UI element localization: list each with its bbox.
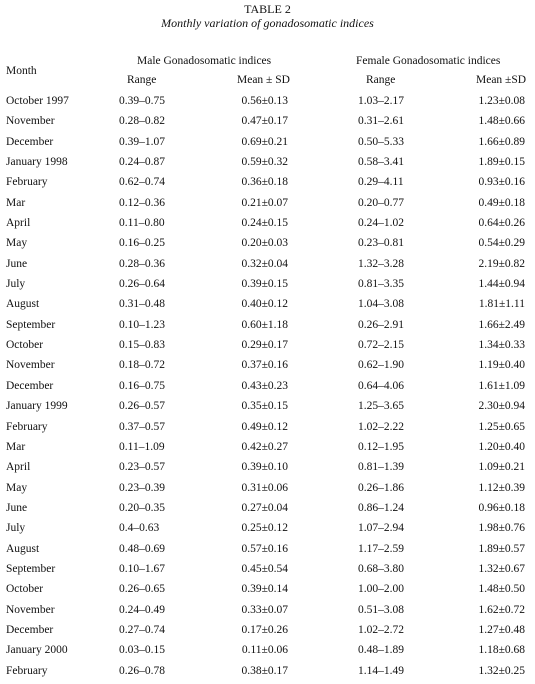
table-row [0,216,535,236]
cell-male-range: 0.12–0.36 [119,196,165,209]
cell-male-mean: 0.38±0.17 [241,664,288,677]
cell-month: February [6,664,48,677]
cell-female-range: 0.48–1.89 [358,644,404,657]
table-row [0,196,535,216]
cell-female-mean: 1.66±2.49 [478,318,525,331]
cell-male-mean: 0.45±0.54 [241,562,288,575]
cell-male-mean: 0.42±0.27 [241,440,288,453]
cell-male-range: 0.26–0.64 [119,278,165,291]
cell-female-mean: 1.44±0.94 [478,278,525,291]
cell-male-mean: 0.25±0.12 [241,522,288,535]
cell-female-mean: 1.32±0.25 [478,664,525,677]
cell-female-range: 1.14–1.49 [358,664,404,677]
cell-male-mean: 0.36±0.18 [241,176,288,189]
cell-month: Mar [6,196,26,209]
cell-female-mean: 0.93±0.16 [478,176,525,189]
table-row [0,135,535,155]
cell-month: April [6,461,31,474]
cell-female-range: 0.26–2.91 [358,318,404,331]
cell-female-mean: 2.19±0.82 [478,257,525,270]
header-male-group: Male Gonadosomatic indices [137,55,272,67]
cell-month: August [6,542,40,555]
table-row [0,623,535,643]
cell-male-range: 0.18–0.72 [119,359,165,372]
cell-month: April [6,217,31,230]
cell-month: October 1997 [6,95,69,107]
cell-female-mean: 1.48±0.50 [478,583,525,596]
table-row [0,94,535,114]
table-title-block [0,0,535,31]
cell-month: December [6,135,54,148]
cell-month: June [6,501,28,514]
table-row [0,358,535,378]
cell-male-mean: 0.33±0.07 [241,603,288,616]
cell-male-range: 0.23–0.57 [119,461,165,474]
table-body [0,94,535,684]
cell-female-mean: 1.98±0.76 [478,522,525,535]
cell-male-range: 0.16–0.75 [119,379,165,392]
header-male-mean: Mean ± SD [237,74,290,86]
cell-male-range: 0.28–0.36 [119,257,165,270]
cell-female-range: 0.62–1.90 [358,359,404,372]
cell-female-mean: 1.66±0.89 [478,135,525,148]
cell-month: Mar [6,440,26,453]
cell-month: October [6,339,44,352]
table-row [0,379,535,399]
cell-female-range: 0.86–1.24 [358,501,404,514]
cell-male-mean: 0.27±0.04 [241,501,288,514]
table-row [0,603,535,623]
cell-month: October [6,583,44,596]
cell-month: November [6,359,55,372]
cell-female-mean: 0.96±0.18 [478,501,525,514]
cell-male-mean: 0.17±0.26 [241,623,288,636]
cell-male-range: 0.10–1.67 [119,562,165,575]
cell-male-range: 0.26–0.57 [119,400,165,413]
cell-month: November [6,115,55,128]
cell-female-range: 0.72–2.15 [358,339,404,352]
cell-male-mean: 0.56±0.13 [241,95,288,107]
cell-month: January 2000 [6,644,68,657]
cell-male-mean: 0.31±0.06 [241,481,288,494]
table-row [0,501,535,521]
cell-male-range: 0.48–0.69 [119,542,165,555]
cell-male-mean: 0.29±0.17 [241,339,288,352]
cell-female-range: 0.51–3.08 [358,603,404,616]
cell-male-mean: 0.35±0.15 [241,400,288,413]
cell-female-mean: 1.62±0.72 [478,603,525,616]
cell-male-range: 0.20–0.35 [119,501,165,514]
cell-month: May [6,237,28,250]
cell-male-mean: 0.59±0.32 [241,156,288,169]
cell-male-range: 0.27–0.74 [119,623,165,636]
cell-female-range: 0.29–4.11 [358,176,404,189]
table-row [0,318,535,338]
cell-female-range: 1.04–3.08 [358,298,404,311]
cell-female-range: 0.24–1.02 [358,217,404,230]
table-row [0,582,535,602]
cell-female-mean: 1.20±0.40 [478,440,525,453]
cell-female-mean: 0.64±0.26 [478,217,525,230]
cell-male-mean: 0.57±0.16 [241,542,288,555]
cell-female-mean: 1.18±0.68 [478,644,525,657]
cell-female-range: 1.07–2.94 [358,522,404,535]
cell-male-range: 0.15–0.83 [119,339,165,352]
header-female-group: Female Gonadosomatic indices [356,55,501,67]
table-row [0,236,535,256]
cell-female-range: 1.02–2.72 [358,623,404,636]
header-month: Month [6,65,37,77]
cell-male-range: 0.37–0.57 [119,420,165,433]
cell-male-mean: 0.24±0.15 [241,217,288,230]
cell-male-range: 0.24–0.49 [119,603,165,616]
cell-female-range: 0.64–4.06 [358,379,404,392]
cell-month: December [6,379,54,392]
cell-female-range: 0.50–5.33 [358,135,404,148]
cell-male-range: 0.26–0.65 [119,583,165,596]
cell-male-range: 0.11–1.09 [119,440,165,453]
cell-male-mean: 0.69±0.21 [241,135,288,148]
cell-male-range: 0.24–0.87 [119,156,165,169]
cell-male-range: 0.39–0.75 [119,95,165,107]
header-female-mean: Mean ±SD [476,74,527,86]
cell-male-mean: 0.20±0.03 [241,237,288,250]
table-row [0,257,535,277]
cell-female-range: 0.12–1.95 [358,440,404,453]
cell-male-mean: 0.43±0.23 [241,379,288,392]
cell-male-range: 0.26–0.78 [119,664,165,677]
cell-female-range: 0.20–0.77 [358,196,404,209]
cell-male-range: 0.4–0.63 [119,522,160,535]
cell-female-mean: 1.32±0.67 [478,562,525,575]
table-row [0,175,535,195]
cell-female-mean: 1.27±0.48 [478,623,525,636]
table-caption: Monthly variation of gonadosomatic indices [161,16,374,30]
cell-female-mean: 1.19±0.40 [478,359,525,372]
cell-male-range: 0.03–0.15 [119,644,165,657]
cell-male-mean: 0.47±0.17 [241,115,288,128]
cell-male-range: 0.62–0.74 [119,176,165,189]
table-label: TABLE 2 [244,2,291,16]
table-row [0,460,535,480]
cell-month: September [6,562,56,575]
table-row [0,420,535,440]
cell-male-range: 0.23–0.39 [119,481,165,494]
cell-male-mean: 0.40±0.12 [241,298,288,311]
cell-male-mean: 0.39±0.10 [241,461,288,474]
cell-female-mean: 1.34±0.33 [478,339,525,352]
cell-female-mean: 1.12±0.39 [478,481,525,494]
table-row [0,521,535,541]
cell-female-range: 1.02–2.22 [358,420,404,433]
cell-female-mean: 1.89±0.57 [478,542,525,555]
cell-female-range: 0.23–0.81 [358,237,404,250]
cell-female-mean: 1.81±1.11 [478,298,525,311]
table-row [0,542,535,562]
cell-month: July [6,278,26,291]
cell-male-mean: 0.11±0.06 [241,644,288,657]
cell-female-range: 0.81–1.39 [358,461,404,474]
cell-female-range: 1.00–2.00 [358,583,404,596]
table-row [0,643,535,663]
cell-month: July [6,522,26,535]
table-row [0,399,535,419]
table-row [0,481,535,501]
cell-male-mean: 0.21±0.07 [241,196,288,209]
cell-female-mean: 2.30±0.94 [478,400,525,413]
cell-female-range: 1.25–3.65 [358,400,404,413]
cell-male-range: 0.10–1.23 [119,318,165,331]
header-male-range: Range [127,74,157,86]
cell-female-range: 1.17–2.59 [358,542,404,555]
cell-male-range: 0.16–0.25 [119,237,165,250]
cell-month: November [6,603,55,616]
table-row [0,155,535,175]
cell-male-mean: 0.60±1.18 [241,318,288,331]
cell-female-range: 1.32–3.28 [358,257,404,270]
cell-female-mean: 1.25±0.65 [478,420,525,433]
cell-month: January 1998 [6,156,68,169]
cell-female-range: 0.68–3.80 [358,562,404,575]
cell-month: August [6,298,40,311]
cell-month: September [6,318,56,331]
cell-month: February [6,176,48,189]
cell-month: February [6,420,48,433]
table-row [0,114,535,134]
cell-female-mean: 1.48±0.66 [478,115,525,128]
cell-female-mean: 1.09±0.21 [478,461,525,474]
table-row [0,440,535,460]
table-row [0,562,535,582]
table-row [0,338,535,358]
cell-male-range: 0.39–1.07 [119,135,165,148]
cell-female-mean: 1.61±1.09 [478,379,525,392]
cell-month: December [6,623,54,636]
cell-male-range: 0.11–0.80 [119,217,165,230]
cell-female-range: 0.26–1.86 [358,481,404,494]
cell-month: May [6,481,28,494]
cell-female-range: 0.81–3.35 [358,278,404,291]
cell-female-mean: 1.23±0.08 [478,95,525,107]
cell-female-mean: 1.89±0.15 [478,156,525,169]
cell-male-range: 0.31–0.48 [119,298,165,311]
cell-male-mean: 0.49±0.12 [241,420,288,433]
table-row [0,297,535,317]
cell-male-mean: 0.39±0.14 [241,583,288,596]
header-female-range: Range [366,74,396,86]
cell-female-range: 0.58–3.41 [358,156,404,169]
cell-month: June [6,257,28,270]
cell-male-mean: 0.39±0.15 [241,278,288,291]
cell-male-range: 0.28–0.82 [119,115,165,128]
cell-female-mean: 0.49±0.18 [478,196,525,209]
table-row [0,277,535,297]
cell-female-range: 0.31–2.61 [358,115,404,128]
cell-female-mean: 0.54±0.29 [478,237,525,250]
cell-male-mean: 0.37±0.16 [241,359,288,372]
cell-female-range: 1.03–2.17 [358,95,404,107]
cell-month: January 1999 [6,400,68,413]
cell-male-mean: 0.32±0.04 [241,257,288,270]
